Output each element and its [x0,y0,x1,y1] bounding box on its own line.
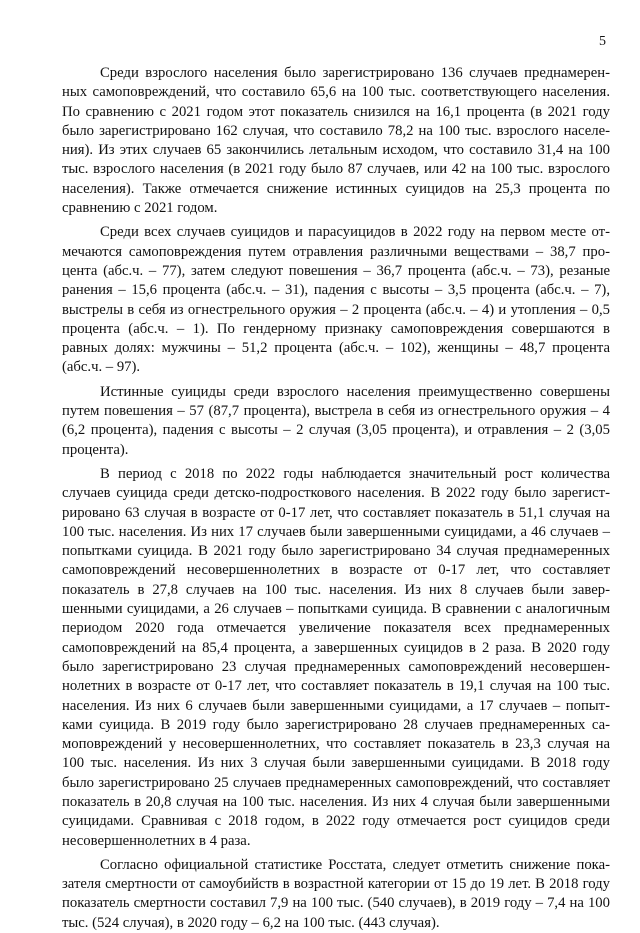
paragraph-methods-breakdown: Среди всех случаев суицидов и парасуицидов в 2022 году на первом месте отмечаются самоповреждения путем отравления различными веществами – 38,7 процента (абс.ч. – 77), затем следуют повешения – 36,7 процента (абс.ч. – 73), резаные ранения – 15,6 процента (абс.ч. – 31), падения с высоты – 3,5 процента (абс.ч. – 7), выстрелы в себя из огнестрельного оружия – 2 процента (абс.ч. – 4) и утопления – 0,5 процента (абс.ч. – 1). По гендерному признаку самоповреждения совершаются в равных долях: мужчины – 51,2 процента (абс.ч. – 102), женщины – 48,7 процента (абс.ч. – 97). [62,224,610,376]
page-number: 5 [599,34,606,49]
document-body [62,64,610,933]
paragraph-completed-suicides: Истинные суициды среди взрослого населения преимущественно совершены путем повешения – 57 (87,7 процента), выстрела в себя из огнестрельного оружия – 4 (6,2 процента), падения с высоты – 2 случая (3,05 процента), и отравления – 2 (3,05 процента). [62,383,610,458]
paragraph-adult-self-harm: Среди взрослого населения было зарегистрировано 136 случаев преднамеренных самоповреждений, что составило 65,6 на 100 тыс. соответствующего населения. По сравнению с 2021 годом этот показатель снизился на 16,1 процента (в 2021 году было зарегистрировано 162 случая, что составило 78,2 на 100 тыс. взрослого населения). Из этих случаев 65 закончились летальным исходом, что составило 31,4 на 100 тыс. взрослого населения (в 2021 году было 87 случаев, или 42 на 100 тыс. взрослого населения). Также отмечается снижение истинных суицидов на 25,3 процента по сравнению с 2021 годом. [62,65,610,217]
paragraph-youth-trends: В период с 2018 по 2022 годы наблюдается значительный рост количества случаев суицида среди детско-подросткового населения. В 2022 году было зарегистрировано 63 случая в возрасте от 0-17 лет, что составляет показатель в 51,1 случая на 100 тыс. населения. Из них 17 случаев были завершенными суицидами, а 46 случаев – попытками суицида. В 2021 году было зарегистрировано 34 случая преднамеренных самоповреждений несовершеннолетних в возрасте от 0-17 лет, что составляет показатель в 27,8 случаев на 100 тыс. населения. Из них 8 случаев были завершенными суицидами, а 26 случаев – попытками суицида. В сравнении с аналогичным периодом 2020 года отмечается увеличение показателя всех преднамеренных самоповреждений на 85,4 процента, а завершенных суицидов в 2 раза. В 2020 году было зарегистрировано 23 случая преднамеренных самоповреждений несовершеннолетних в возрасте от 0-17 лет, что составляет показатель в 19,1 случая на 100 тыс. населения. Из них 6 случаев были завершенными суицидами, а 17 случаев – попытками суицида. В 2019 году было зарегистрировано 28 случаев преднамеренных самоповреждений у несовершеннолетних, что составляет показатель в 23,3 случая на 100 тыс. населения. Из них 3 случая были завершенными суицидами. В 2018 году было зарегистрировано 25 случаев преднамеренных самоповреждений, что составляет показатель в 20,8 случая на 100 тыс. населения. Из них 4 случая были завершенными суицидами. Сравнивая с 2018 годом, в 2022 году отмечается рост суицидов среди несовершеннолетних в 4 раза. [62,465,610,849]
paragraph-rosstat-statistics: Согласно официальной статистике Росстата, следует отметить снижение показателя смертности от самоубийств в возрастной категории от 15 до 19 лет. В 2018 году показатель смертности составил 7,9 на 100 тыс. (540 случаев), в 2019 году – 7,4 на 100 тыс. (524 случая), в 2020 году – 6,2 на 100 тыс. (443 случая). [62,856,610,931]
